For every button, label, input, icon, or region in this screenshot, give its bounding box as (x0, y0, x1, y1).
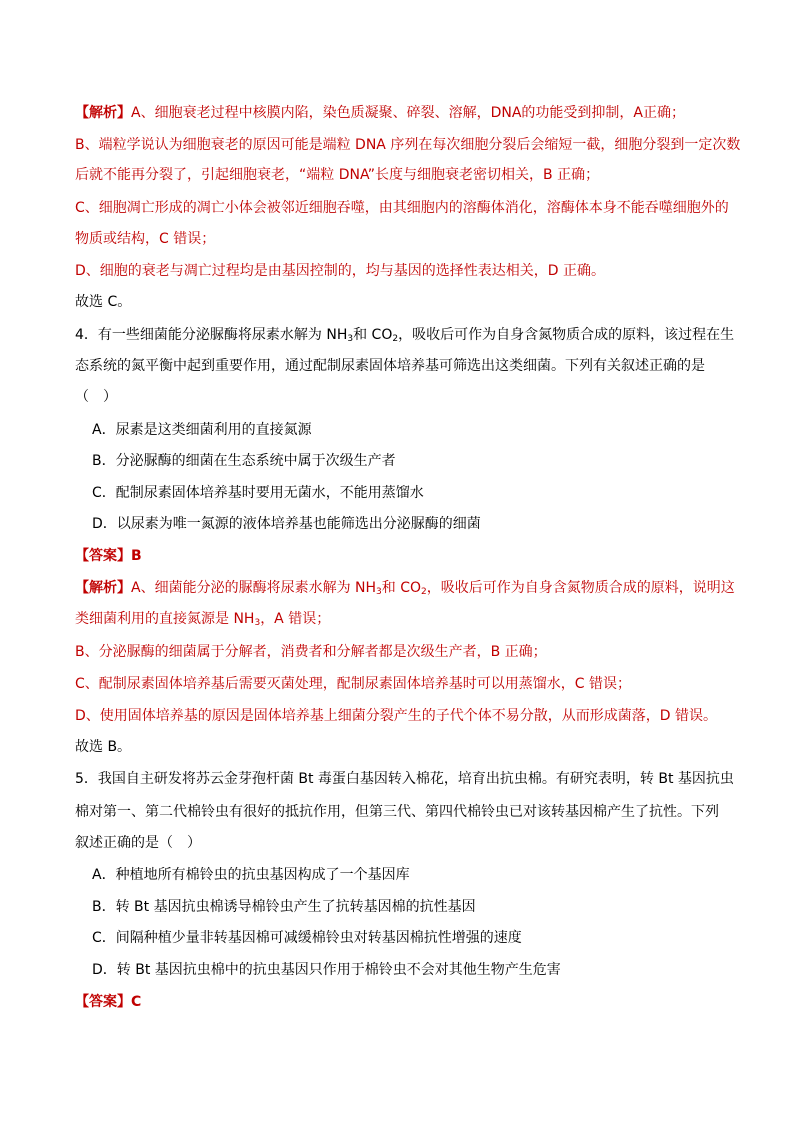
q4-analysis-line-5: D、使用固体培养基的原因是固体培养基上细菌分裂产生的子代个体不易分散，从而形成菌落，D 错误。 (75, 708, 718, 724)
analysis-prev-line-4: C、细胞凋亡形成的凋亡小体会被邻近细胞吞噬，由其细胞内的溶酶体消化，溶酶体本身不能吞噬细胞外的 (75, 200, 729, 216)
analysis-prev-line-3: 后就不能再分裂了，引起细胞衰老，“端粒 DNA”长度与细胞衰老密切相关，B 正确； (75, 167, 600, 183)
analysis-prev-conclusion: 故选 C。 (75, 294, 132, 310)
q5-option-c: C．间隔种植少量非转基因棉可减缓棉铃虫对转基因棉抗性增强的速度 (92, 930, 522, 946)
q4-option-a: A．尿素是这类细菌利用的直接氮源 (92, 422, 312, 438)
q4-answer (75, 547, 725, 565)
q4-conclusion: 故选 B。 (75, 739, 132, 755)
answer-value: B (131, 548, 142, 564)
analysis-prev-line-2: B、端粒学说认为细胞衰老的原因可能是端粒 DNA 序列在每次细胞分裂后会缩短一截，细胞分裂到一定次数 (75, 137, 741, 153)
q4-option-b: B．分泌脲酶的细菌在生态系统中属于次级生产者 (92, 453, 396, 469)
q5-stem-line-2: 棉对第一、第二代棉铃虫有很好的抵抗作用，但第三代、第四代棉铃虫已对该转基因棉产生了抗性。下列 (75, 804, 719, 820)
q4-stem-line-2: 态系统的氮平衡中起到重要作用，通过配制尿素固体培养基可筛选出这类细菌。下列有关叙述正确的是 (75, 358, 705, 374)
q5-stem-line-1: 5．我国自主研发将苏云金芽孢杆菌 Bt 毒蛋白基因转入棉花，培育出抗虫棉。有研究表明，转 Bt 基因抗虫 (75, 771, 734, 787)
q4-option-c: C．配制尿素固体培养基时要用无菌水，不能用蒸馏水 (92, 485, 424, 501)
q4-stem-line-1: 4．有一些细菌能分泌脲酶将尿素水解为 $NH_3$和 $CO_2$，吸收后可作为自身含氮物质合成的原料，该过程在生 (75, 327, 735, 344)
analysis-prev-line-1: 【解析】A、细胞衰老过程中核膜内陷，染色质凝聚、碎裂、溶解，DNA的功能受到抑制，A正确； (75, 105, 685, 121)
q5-option-d: D．转 Bt 基因抗虫棉中的抗虫基因只作用于棉铃虫不会对其他生物产生危害 (92, 962, 561, 978)
q4-analysis-line-4: C、配制尿素固体培养基后需要灭菌处理，配制尿素固体培养基时可以用蒸馏水，C 错误； (75, 676, 631, 692)
q5-option-a: A．种植地所有棉铃虫的抗虫基因构成了一个基因库 (92, 867, 410, 883)
analysis-tag: 【解析】 (75, 105, 131, 121)
answer-tag: 【答案】 (75, 994, 131, 1010)
q4-option-d: D．以尿素为唯一氮源的液体培养基也能筛选出分泌脲酶的细菌 (92, 516, 481, 532)
q4-analysis-line-3: B、分泌脲酶的细菌属于分解者，消费者和分解者都是次级生产者，B 正确； (75, 644, 547, 660)
analysis-prev-line-6: D、细胞的衰老与凋亡过程均是由基因控制的，均与基因的选择性表达相关，D 正确。 (75, 263, 606, 279)
analysis-prev-line-5: 物质或结构，C 错误； (75, 231, 216, 247)
q4-stem-line-3: （ ） (75, 389, 117, 405)
answer-value: C (131, 994, 142, 1010)
q5-answer (75, 993, 725, 1011)
q5-option-b: B．转 Bt 基因抗虫棉诱导棉铃虫产生了抗转基因棉的抗性基因 (92, 899, 476, 915)
q5-stem-line-3: 叙述正确的是（ ） (75, 835, 201, 851)
q4-analysis-line-2: 类细菌利用的直接氮源是 $NH_3$，A 错误； (75, 611, 331, 628)
answer-tag: 【答案】 (75, 548, 131, 564)
q4-analysis-line-1: 【解析】A、细菌能分泌的脲酶将尿素水解为 $NH_3$和 $CO_2$，吸收后可作为自身含氮物质合成的原料，说明这 (75, 580, 735, 597)
analysis-tag: 【解析】 (75, 580, 131, 596)
